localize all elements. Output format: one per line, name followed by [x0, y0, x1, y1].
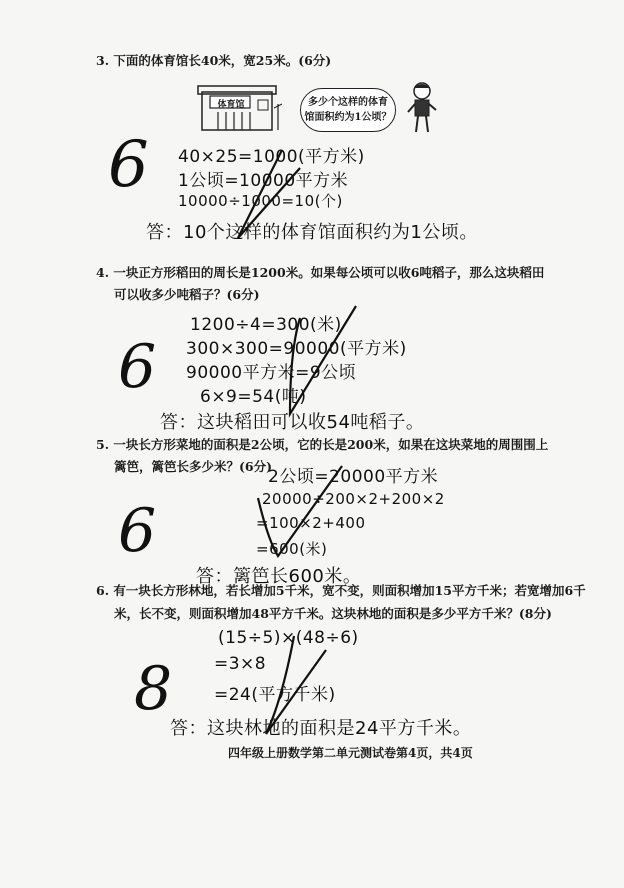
p4-work-line-1: 1200÷4=300(米)	[190, 315, 342, 335]
p6-work-line-1: (15÷5)×(48÷6)	[218, 628, 359, 648]
p3-work-line-2: 1公顷=10000平方米	[178, 171, 349, 191]
p5-work-line-1: 2公顷=20000平方米	[268, 467, 439, 487]
p6-answer: 答：这块林地的面积是24平方千米。	[170, 718, 472, 739]
problem-5-text-line-1: 5. 一块长方形菜地的面积是2公顷，它的长是200米，如果在这块菜地的周围围上	[96, 437, 549, 452]
bubble-line-1: 多少个这样的体育	[308, 97, 388, 108]
problem-3-text: 3. 下面的体育馆长40米，宽25米。(6分)	[96, 53, 332, 68]
p4-work-line-4: 6×9=54(吨)	[200, 387, 307, 407]
score-problem-4: 6	[118, 332, 157, 402]
p5-work-line-3: =100×2+400	[256, 514, 366, 532]
problem-6-text-line-1: 6. 有一块长方形林地，若长增加5千米，宽不变，则面积增加15平方千米；若宽增加6千	[96, 583, 586, 598]
problem-4-text-line-2: 可以收多少吨稻子？(6分)	[114, 287, 260, 302]
p3-work-line-1: 40×25=1000(平方米)	[178, 147, 365, 167]
p5-work-line-2: 20000÷200×2+200×2	[262, 490, 445, 508]
score-problem-3: 6	[108, 128, 149, 202]
speech-bubble	[300, 88, 396, 132]
score-problem-5: 6	[118, 496, 157, 566]
problem-4-text-line-1: 4. 一块正方形稻田的周长是1200米。如果每公顷可以收6吨稻子，那么这块稻田	[96, 265, 545, 280]
p4-work-line-3: 90000平方米=9公顷	[186, 363, 357, 383]
p5-answer: 答：篱笆长600米。	[196, 566, 362, 587]
cartoon-child-illustration	[404, 80, 440, 136]
p6-work-line-3: =24(平方千米)	[214, 685, 336, 705]
score-problem-6: 8	[134, 654, 173, 724]
p5-work-line-4: =600(米)	[256, 540, 328, 558]
gymnasium-sign: 体育馆	[217, 100, 245, 110]
p4-answer: 答：这块稻田可以收54吨稻子。	[160, 412, 425, 433]
p3-answer: 答：10个这样的体育馆面积约为1公顷。	[146, 222, 478, 243]
p4-work-line-2: 300×300=90000(平方米)	[186, 339, 407, 359]
p6-work-line-2: =3×8	[214, 654, 267, 674]
p3-work-line-3: 10000÷1000=10(个)	[178, 192, 343, 210]
page-footer: 四年级上册数学第二单元测试卷第4页，共4页	[228, 746, 473, 760]
problem-6-text-line-2: 米，长不变，则面积增加48平方千米。这块林地的面积是多少平方千米？(8分)	[114, 606, 552, 621]
problem-5-text-line-2: 篱笆，篱笆长多少米？(6分)	[114, 459, 273, 474]
bubble-line-2: 馆面积约为1公顷？	[304, 112, 392, 123]
